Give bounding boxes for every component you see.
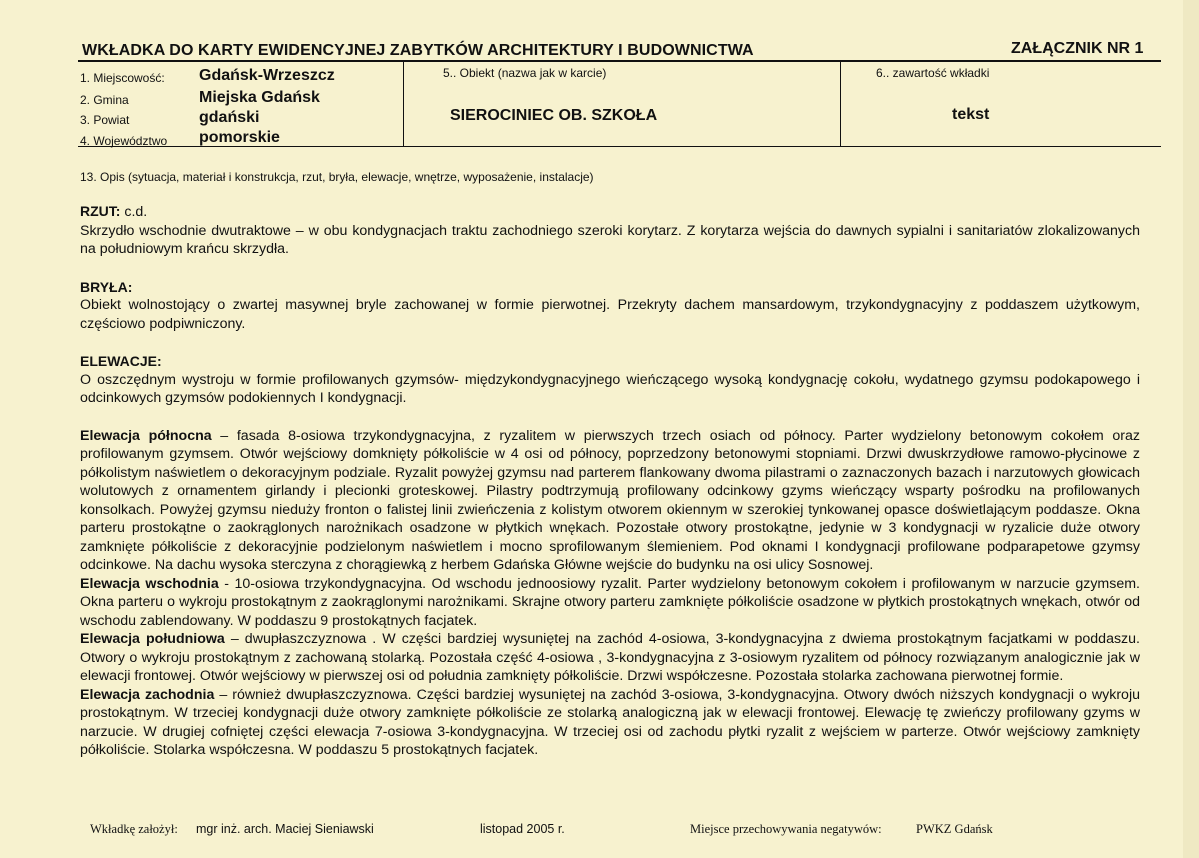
object-name: SIEROCINIEC OB. SZKOŁA (450, 107, 658, 124)
facade-south-name: Elewacja południowa (80, 631, 225, 647)
content-value: tekst (952, 106, 990, 123)
facade-south (80, 630, 1140, 686)
annex-number: ZAŁĄCZNIK NR 1 (1011, 40, 1144, 57)
header-divider-2 (840, 62, 841, 146)
facade-east-text: - 10-osiowa trzykondygnacyjna. Od wschodu jednoosiowy ryzalit. Parter wydzielony betonowym cokołem i profilowanym w narzucie gzymsem. Okna parteru o wykroju prostokątnym z zaokrąglonymi narożnikami. Skrajne otwory parteru zamknięte półkoliście osadzone w płytkich prostokątnych wnękach, otwór od wschodu zablendowany. W poddaszu 9 prostokątnych facjatek. (80, 575, 1140, 629)
section-text-rzut: Skrzydło wschodnie dwutraktowe – w obu kondygnacjach traktu zachodniego szeroki korytarz. Z korytarza wejścia do dawnych sypialni i sanitariatów zlokalizowanych na południowym krańcu skrzydła. (80, 222, 1140, 257)
section-heading-bryla: BRYŁA: (80, 278, 133, 295)
facade-east (80, 575, 1140, 631)
location-value-town: Gdańsk-Wrzeszcz (199, 67, 335, 84)
footer-author: mgr inż. arch. Maciej Sieniawski (196, 822, 374, 836)
section-bryla (80, 278, 1140, 334)
facade-north-name: Elewacja północna (80, 427, 212, 444)
facade-west (80, 686, 1140, 760)
section-rzut (80, 202, 1140, 259)
object-label: 5.. Obiekt (nazwa jak w karcie) (443, 66, 607, 80)
location-label-district: 3. Powiat (80, 113, 130, 127)
section-elewacje (80, 352, 1140, 408)
section-suffix-rzut: c.d. (120, 204, 148, 220)
footer-date: listopad 2005 r. (480, 822, 565, 836)
content-label: 6.. zawartość wkładki (876, 66, 990, 80)
location-value-voivodeship: pomorskie (199, 129, 280, 146)
facade-west-name: Elewacja zachodnia (80, 686, 215, 703)
section-heading-elewacje: ELEWACJE: (80, 353, 162, 369)
facade-east-name: Elewacja wschodnia (80, 575, 219, 592)
footer-storage-label: Miejsce przechowywania negatywów: (690, 822, 882, 836)
location-label-town: 1. Miejscowość: (80, 71, 165, 85)
facade-west-text: – również dwupłaszczyznowa. Części bardziej wysuniętej na zachód 3-osiowa, 3-kondygnacyjna. Otwory dwóch niższych kondygnacji o wykroju prostokątnym. W trzeciej kondygnacji duże otwory zamknięte półkoliście ze stolarką analogiczną jak w elewacji frontowej. Elewację tę zwieńczy profilowany gzyms w narzucie. W drugiej cofniętej części elewacja 7-osiowa 3-kondygnacyjna. W trzeciej osi od zachodu płytki ryzalit z wejściem w parterze. Otwór wejściowy zamknięty półkoliście. Stolarka współczesna. W poddaszu 5 prostokątnych facjatek. (80, 686, 1140, 758)
footer-storage: PWKZ Gdańsk (916, 822, 993, 836)
footer-author-label: Wkładkę założył: (90, 822, 178, 836)
description-body (80, 202, 1140, 760)
location-value-district: gdański (199, 109, 260, 126)
facade-south-text: – dwupłaszczyznowa . W części bardziej wysuniętej na zachód 4-osiowa, 3-kondygnacyjna z dwiema prostokątnym facjatkami w poddaszu. Otwory o wykroju prostokątnym z zachowaną stolarką. Pozostała część 4-osiowa , 3-kondygnacyjna z 3-osiowym ryzalitem od północy rozwiązanym analogicznie jak w elewacji frontowej. Otwór wejściowy w pierwszej osi od południa zamknięty półkoliście. Drzwi współczesne. Pozostała stolarka zachowana pierwotnej formie. (80, 631, 1140, 684)
facade-north-text: – fasada 8-osiowa trzykondygnacyjna, z ryzalitem w pierwszych trzech osiach od północy. Parter wydzielony betonowym cokołem oraz profilowanym gzymsem. Otwór wejściowy domknięty półkoliście w 4 osi od północy, poprzedzony betonowymi stopniami. Drzwi dwuskrzydłowe ramowo-płycinowe z półkolistym naświetlem o dekoracyjnym podziale. Ryzalit powyżej gzymsu nad parterem flankowany dwoma pilastrami o zaznaczonych bazach i narzutowych głowicach wolutowych z ornamentem girlandy i plecionki groteskowej. Pilastry podtrzymują profilowany odcinkowy gzyms wieńczący wsparty pośrodku na profilowanych konsolkach. Powyżej gzymsu nieduży fronton o falistej linii zwieńczenia z kolistym otworem okiennym w szerokiej tynkowanej opasce doświetlającym poddasze. Okna parteru prostokątne o zaokrąglonych narożnikach osadzone w płytkich wnękach. Pozostałe otwory prostokątne, jedynie w 3 kondygnacji w ryzalicie duże otwory zamknięte półkoliście z dekoracyjnie podzielonym naświetlem i mocno sprofilowanym ślemieniem. Pod oknami I kondygnacji profilowane podparapetowe gzymsy odcinkowe. Na dachu wysoka sterczyna z chorągiewką z herbem Gdańska Główne wejście do budynku na osi ulicy Sosnowej. (80, 427, 1140, 573)
location-label-voivodeship: 4. Województwo (80, 134, 168, 148)
header-divider-1 (403, 62, 404, 146)
section-text-bryla: Obiekt wolnostojący o zwartej masywnej bryle zachowanej w formie pierwotnej. Przekryty dachem mansardowym, trzykondygnacyjny z poddaszem użytkowym, częściowo podpiwniczony. (80, 297, 1140, 332)
section-heading-rzut: RZUT: (80, 203, 121, 219)
location-value-commune: Miejska Gdańsk (199, 89, 320, 106)
document-title: WKŁADKA DO KARTY EWIDENCYJNEJ ZABYTKÓW ARCHITEKTURY I BUDOWNICTWA (82, 42, 754, 59)
location-label-commune: 2. Gmina (80, 93, 129, 107)
section-text-elewacje: O oszczędnym wystroju w formie profilowanych gzymsów- międzykondygnacyjnego wieńczącego wysoką kondygnację cokołu, wydatnego gzymsu podokapowego i odcinkowych gzymsów podokiennych I kondygnacji. (80, 371, 1140, 406)
description-label: 13. Opis (sytuacja, materiał i konstrukcja, rzut, bryła, elewacje, wnętrze, wyposażenie, instalacje) (80, 170, 594, 184)
facade-north (80, 427, 1140, 575)
scan-edge (1183, 0, 1199, 858)
